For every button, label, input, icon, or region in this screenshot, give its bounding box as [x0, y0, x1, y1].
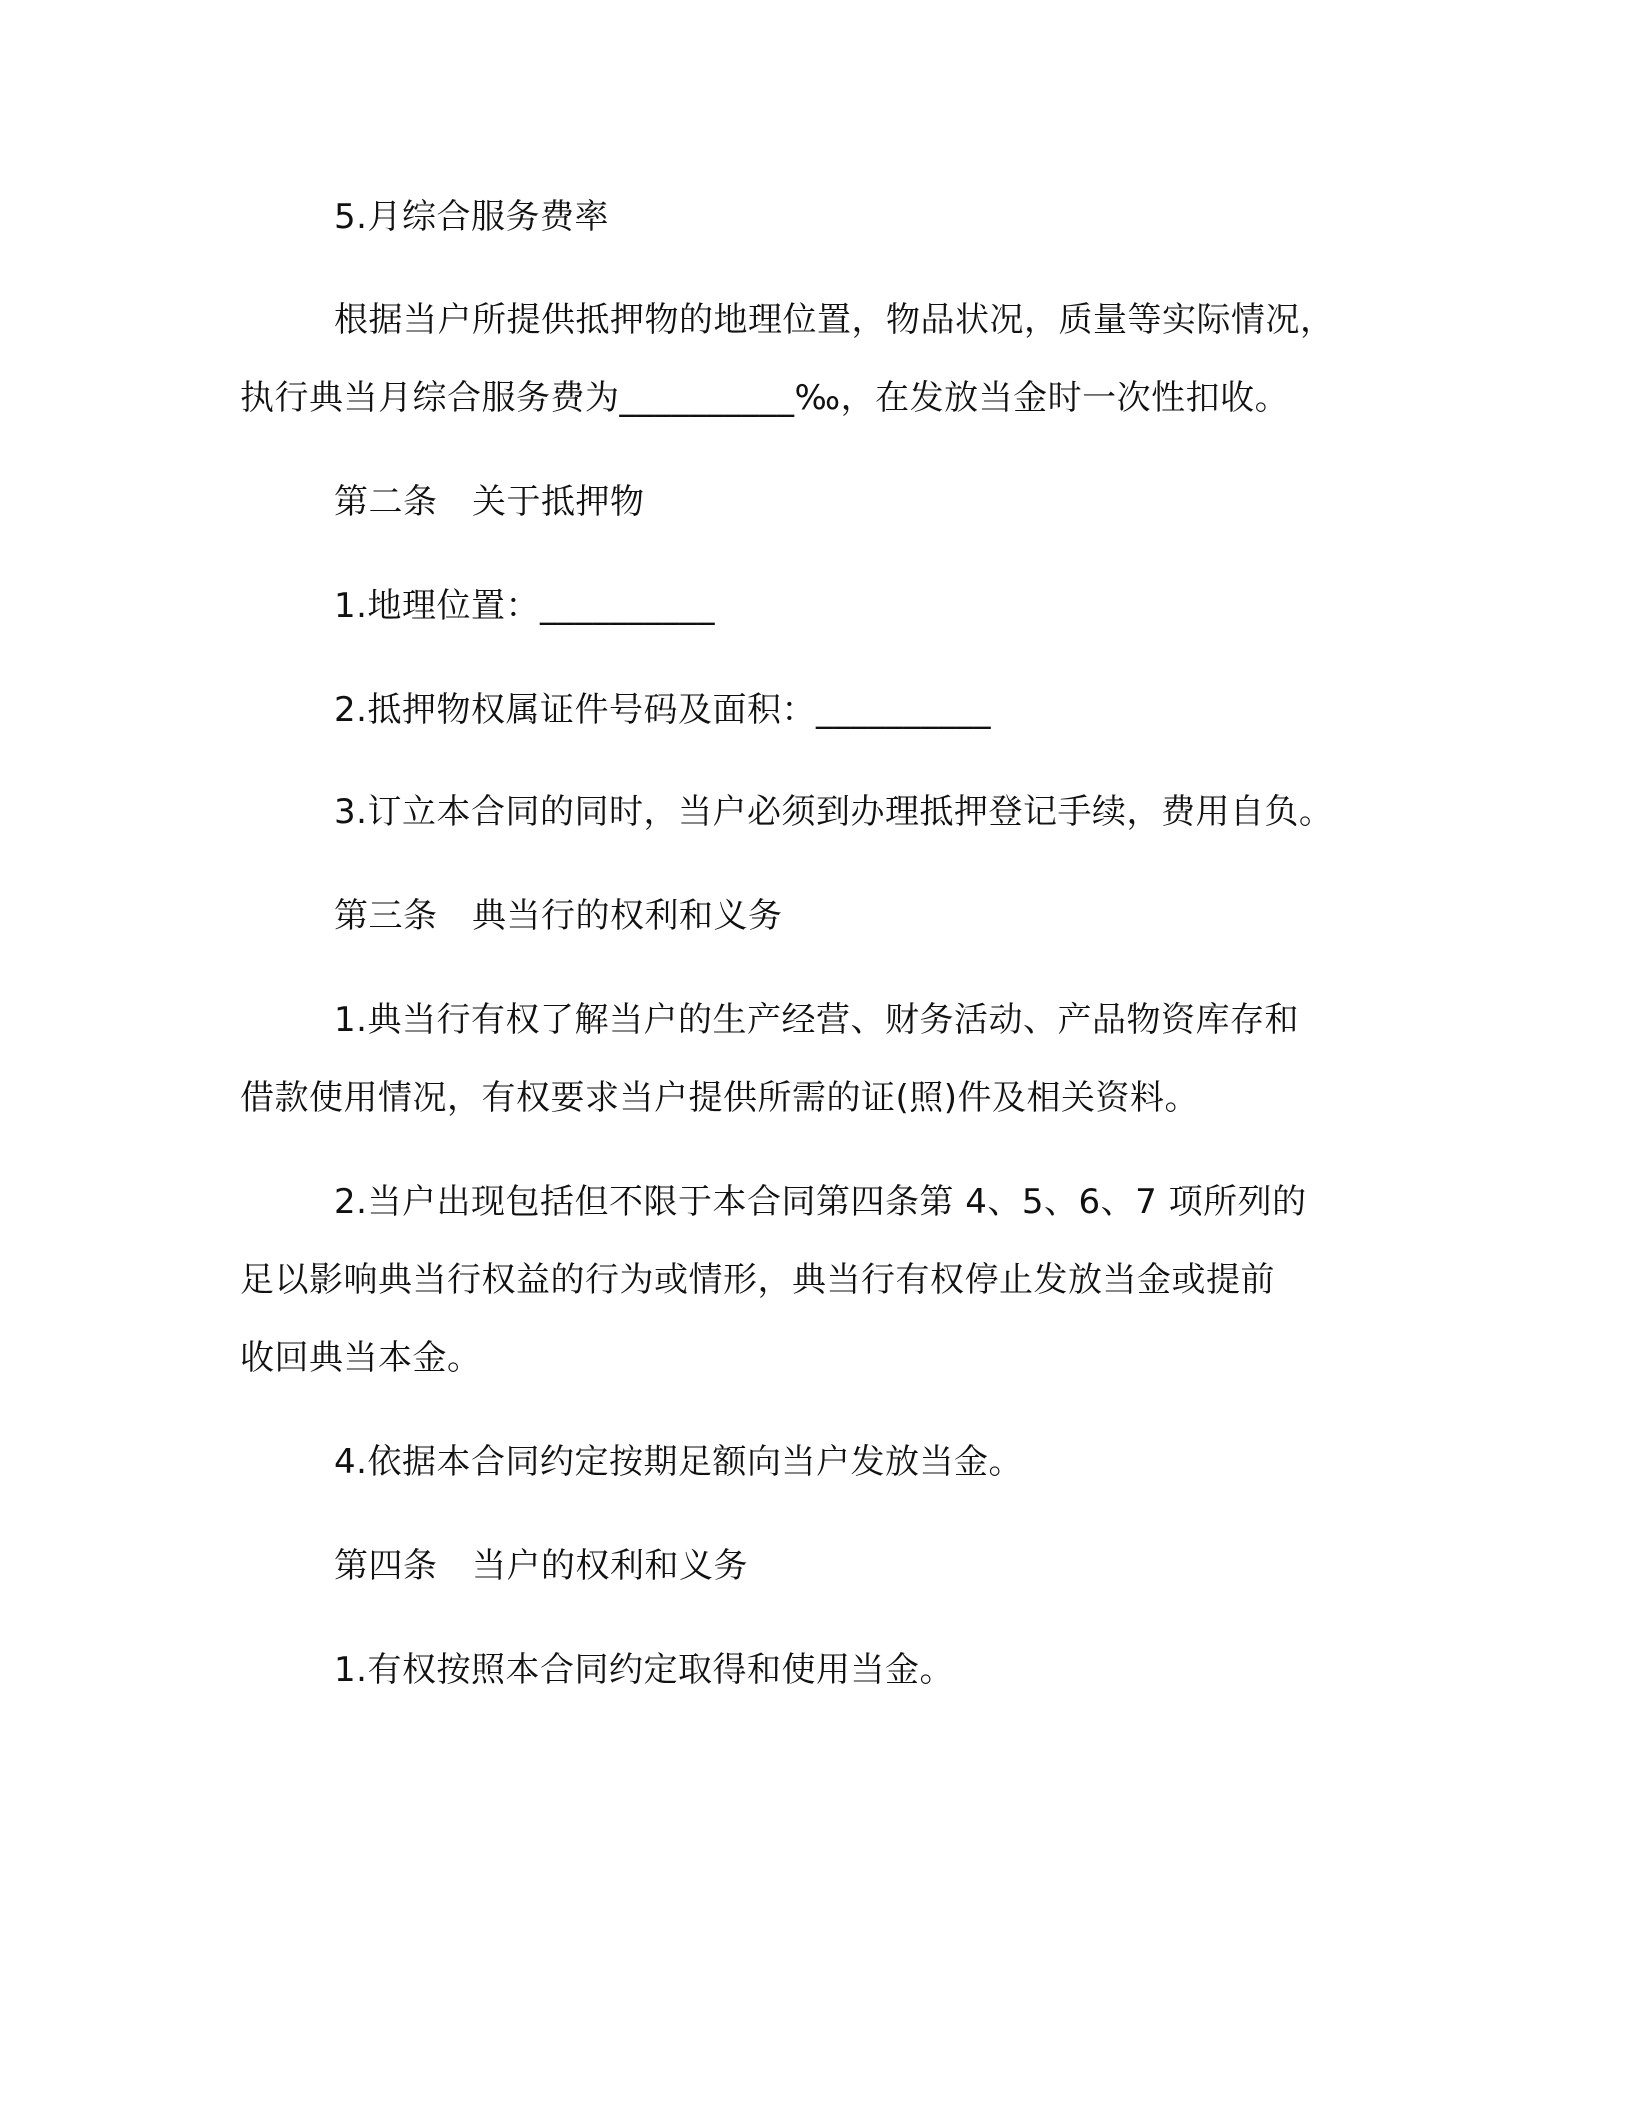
clause-5-body-line-1: 根据当户所提供抵押物的地理位置，物品状况，质量等实际情况， — [334, 300, 1335, 340]
article-2-item-2: 2.抵押物权属证件号码及面积：__________ — [334, 690, 991, 730]
article-2-heading: 第二条 关于抵押物 — [334, 482, 645, 522]
article-3-item-4: 4.依据本合同约定按期足额向当户发放当金。 — [334, 1442, 1023, 1482]
clause-5-body-line-2: 执行典当月综合服务费为__________‰，在发放当金时一次性扣收。 — [240, 378, 1290, 418]
article-4-heading: 第四条 当户的权利和义务 — [334, 1546, 748, 1586]
article-2-item-1: 1.地理位置：__________ — [334, 586, 715, 626]
clause-5-heading: 5.月综合服务费率 — [334, 197, 609, 237]
article-3-heading: 第三条 典当行的权利和义务 — [334, 896, 783, 936]
article-4-item-1: 1.有权按照本合同约定取得和使用当金。 — [334, 1650, 954, 1690]
article-3-item-2-line-3: 收回典当本金。 — [240, 1338, 482, 1378]
article-3-item-2-line-2: 足以影响典当行权益的行为或情形，典当行有权停止发放当金或提前 — [240, 1260, 1275, 1300]
article-3-item-1-line-1: 1.典当行有权了解当户的生产经营、财务活动、产品物资库存和 — [334, 1000, 1299, 1040]
article-3-item-1-line-2: 借款使用情况，有权要求当户提供所需的证(照)件及相关资料。 — [240, 1078, 1200, 1118]
article-2-item-3: 3.订立本合同的同时，当户必须到办理抵押登记手续，费用自负。 — [334, 792, 1334, 832]
article-3-item-2-line-1: 2.当户出现包括但不限于本合同第四条第 4、5、6、7 项所列的 — [334, 1182, 1307, 1222]
